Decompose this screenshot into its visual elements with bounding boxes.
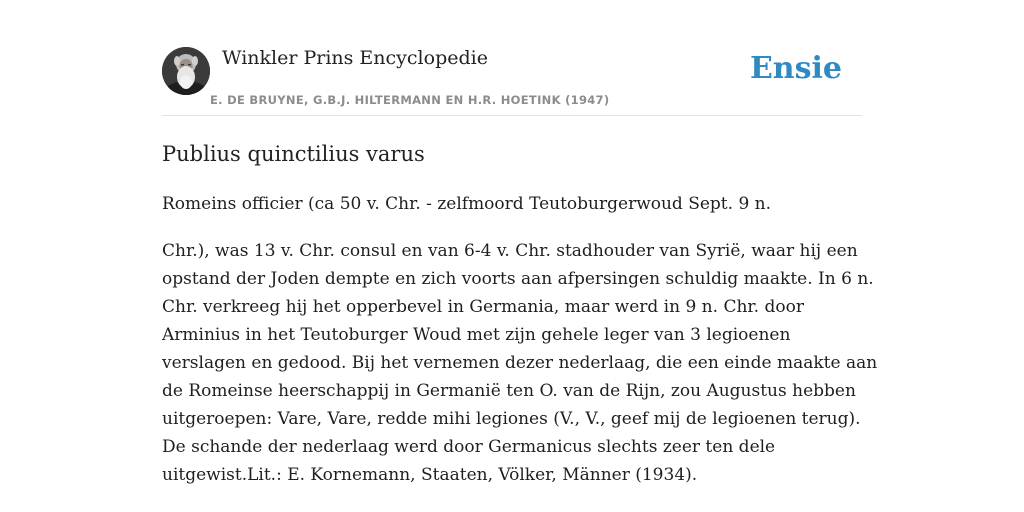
article-title: Publius quinctilius varus [162, 142, 425, 166]
publication-title[interactable]: Winkler Prins Encyclopedie [222, 47, 488, 69]
article-body [162, 237, 878, 489]
article-body-line: Chr.), was 13 v. Chr. consul en van 6-4 v. Chr. stadhouder van Syrië, waar hij een [162, 241, 858, 261]
article-body-line: opstand der Joden dempte en zich voorts aan afpersingen schuldig maakte. In 6 n. [162, 269, 874, 289]
publication-authors: E. DE BRUYNE, G.B.J. HILTERMANN EN H.R. HOETINK (1947) [210, 93, 610, 107]
article-body-line: verslagen en gedood. Bij het vernemen dezer nederlaag, die een einde maakte aan [162, 353, 878, 373]
article-body-line: uitgewist.Lit.: E. Kornemann, Staaten, Völker, Männer (1934). [162, 465, 698, 485]
ensie-logo-link[interactable]: Ensie [749, 51, 842, 86]
article-body-line: de Romeinse heerschappij in Germanië ten O. van de Rijn, zou Augustus hebben [162, 381, 856, 401]
article-lead: Romeins officier (ca 50 v. Chr. - zelfmoord Teutoburgerwoud Sept. 9 n. [162, 194, 772, 214]
article-body-line: Chr. verkreeg hij het opperbevel in Germania, maar werd in 9 n. Chr. door [162, 297, 804, 317]
article-body-line: Arminius in het Teutoburger Woud met zijn gehele leger van 3 legioenen [162, 325, 791, 345]
site-header [162, 44, 862, 116]
article [162, 138, 878, 489]
article-body-line: uitgeroepen: Vare, Vare, redde mihi legiones (V., V., geef mij de legioenen terug). [162, 409, 861, 429]
author-avatar [162, 47, 210, 95]
bearded-man-portrait-icon [162, 47, 210, 95]
article-body-line: De schande der nederlaag werd door Germanicus slechts zeer ten dele [162, 437, 776, 457]
